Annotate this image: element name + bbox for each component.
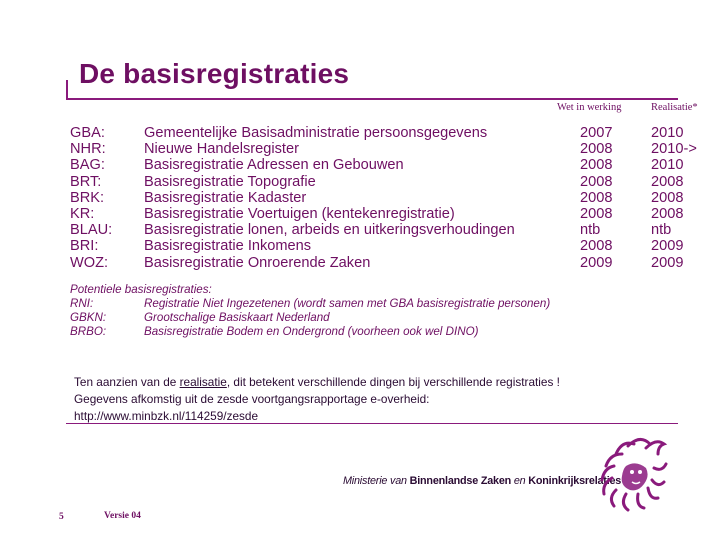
row-code: BLAU: [70, 222, 113, 239]
row-code: BRK: [70, 189, 105, 206]
row-name: Nieuwe Handelsregister [144, 141, 299, 158]
realisatie-link[interactable]: realisatie [179, 375, 227, 389]
table-row [70, 238, 710, 254]
title-rule [66, 98, 678, 100]
list-item [70, 325, 710, 339]
row-name: Basisregistratie Voertuigen (kentekenregistratie) [144, 205, 455, 222]
footer-divider [66, 423, 678, 424]
potential-desc: Grootschalige Basiskaart Nederland [144, 311, 330, 324]
note-line-3: http://www.minbzk.nl/114259/zesde [74, 409, 259, 423]
potential-heading-text: Potentiele basisregistraties: [70, 283, 212, 296]
column-header-realisatie: Realisatie* [651, 102, 698, 113]
row-wet: 2009 [580, 254, 613, 271]
row-code: KR: [70, 205, 95, 222]
ministry-part-4: en [513, 475, 526, 487]
list-item [70, 311, 710, 325]
row-realisatie: 2008 [651, 173, 684, 190]
potential-code: GBKN: [70, 311, 107, 324]
row-name: Gemeentelijke Basisadministratie persoonsgegevens [144, 125, 488, 141]
table-row [70, 222, 710, 238]
row-code: NHR: [70, 141, 106, 158]
row-realisatie: 2009 [651, 238, 684, 255]
row-name: Basisregistratie Onroerende Zaken [144, 254, 371, 271]
row-realisatie: 2010 [651, 125, 684, 141]
list-item [70, 297, 710, 311]
row-realisatie: 2009 [651, 254, 684, 271]
row-code: GBA: [70, 125, 105, 141]
table-row [70, 157, 710, 173]
table-row [70, 125, 710, 141]
page-title: De basisregistraties [79, 58, 350, 89]
row-realisatie: 2008 [651, 189, 684, 206]
table-row [70, 206, 710, 222]
row-code: BRI: [70, 238, 99, 255]
row-realisatie: 2008 [651, 205, 684, 222]
page-number: 5 [59, 512, 64, 522]
note-line-1 [74, 374, 560, 391]
row-name: Basisregistratie Kadaster [144, 189, 307, 206]
table-row [70, 190, 710, 206]
row-name: Basisregistratie Inkomens [144, 238, 312, 255]
ministry-part-1: Ministerie [343, 475, 388, 487]
row-realisatie: 2010 [651, 157, 684, 174]
row-wet: 2008 [580, 141, 613, 158]
row-realisatie: 2010-> [651, 141, 697, 158]
row-name: Basisregistratie Topografie [144, 173, 316, 190]
row-wet: 2008 [580, 238, 613, 255]
row-wet: 2008 [580, 205, 613, 222]
potential-desc: Basisregistratie Bodem en Ondergrond (voorheen ook wel DINO) [144, 325, 479, 338]
table-row [70, 141, 710, 157]
lion-logo-icon [588, 436, 672, 512]
source-note [74, 374, 560, 425]
row-wet: 2008 [580, 157, 613, 174]
potential-desc: Registratie Niet Ingezetenen (wordt samen met GBA basisregistratie personen) [144, 297, 551, 310]
title-rule-left [66, 80, 68, 100]
table-row [70, 174, 710, 190]
ministry-name [343, 475, 621, 487]
row-code: WOZ: [70, 254, 109, 271]
ministry-part-5: Koninkrijksrelaties [528, 475, 622, 487]
potential-registrations [70, 283, 710, 339]
note-suffix: , dit betekent verschillende dingen bij verschillende registraties ! [226, 375, 560, 389]
note-prefix: Ten aanzien van de [74, 375, 180, 389]
registrations-table [70, 125, 710, 271]
ministry-part-3: Binnenlandse Zaken [409, 475, 512, 487]
potential-code: BRBO: [70, 325, 107, 338]
note-line-2: Gegevens afkomstig uit de zesde voortgangsrapportage e-overheid: [74, 392, 430, 406]
table-row [70, 255, 710, 271]
row-name: Basisregistratie lonen, arbeids en uitkeringsverhoudingen [144, 222, 515, 239]
row-code: BAG: [70, 157, 105, 174]
row-code: BRT: [70, 173, 102, 190]
version-label: Versie 04 [104, 511, 141, 521]
row-wet: 2007 [580, 125, 613, 141]
column-header-wet: Wet in werking [557, 102, 622, 113]
row-wet: ntb [580, 222, 601, 239]
row-wet: 2008 [580, 173, 613, 190]
potential-heading [70, 283, 710, 297]
potential-code: RNI: [70, 297, 94, 310]
row-wet: 2008 [580, 189, 613, 206]
ministry-part-2: van [390, 475, 407, 487]
row-realisatie: ntb [651, 222, 672, 239]
row-name: Basisregistratie Adressen en Gebouwen [144, 157, 404, 174]
